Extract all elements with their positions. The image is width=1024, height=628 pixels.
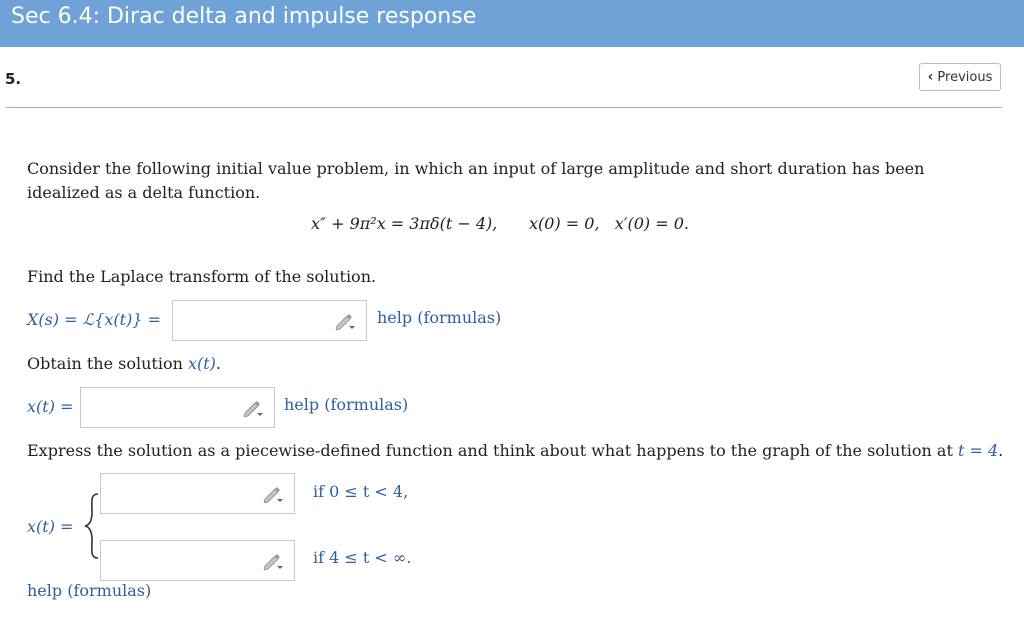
pencil-icon[interactable] [262, 552, 284, 570]
pencil-icon[interactable] [334, 312, 356, 330]
laplace-prompt: Find the Laplace transform of the solution. [27, 267, 377, 286]
pencil-icon[interactable] [242, 399, 264, 417]
solution-answer-field[interactable] [80, 387, 275, 428]
laplace-answer-field[interactable] [172, 300, 367, 341]
laplace-help-link[interactable]: help (formulas) [377, 308, 502, 327]
piece1-answer-field[interactable] [100, 473, 295, 514]
piecewise-prompt [27, 439, 1007, 463]
solution-prompt-end: . [215, 354, 221, 373]
previous-button[interactable] [919, 63, 1001, 91]
solution-label: x(t) = [27, 397, 74, 416]
previous-label: Previous [937, 69, 993, 85]
solution-prompt-math: x(t) [187, 354, 216, 373]
ode-equation: x″ + 9π²x = 3πδ(t − 4), [311, 214, 498, 233]
piece1-condition: if 0 ≤ t < 4, [313, 482, 409, 501]
problem-intro: Consider the following initial value problem, in which an input of large amplitude and short duration has been idealized as a delta function. [27, 159, 925, 202]
divider [5, 107, 1002, 108]
piece2-answer-field[interactable] [100, 540, 295, 581]
solution-help-link[interactable]: help (formulas) [284, 395, 409, 414]
chevron-left-icon: ‹ [927, 69, 934, 85]
laplace-label: X(s) = ℒ{x(t)} = [27, 310, 161, 329]
piecewise-prompt-text: Express the solution as a piecewise-defined function and think about what happens to the graph of the solution at [27, 441, 958, 460]
piecewise-label: x(t) = [27, 517, 74, 536]
piecewise-prompt-math: t = 4 [957, 441, 999, 460]
question-number: 5. [5, 70, 22, 88]
solution-prompt-text: Obtain the solution [27, 354, 188, 373]
solution-prompt [27, 352, 221, 376]
piecewise-prompt-end: . [998, 441, 1004, 460]
pencil-icon[interactable] [262, 485, 284, 503]
piecewise-help-link[interactable]: help (formulas) [27, 581, 152, 600]
initial-conditions: x(0) = 0, x′(0) = 0. [529, 214, 689, 233]
left-brace [82, 492, 102, 560]
section-title: Sec 6.4: Dirac delta and impulse response [11, 4, 477, 29]
piece2-condition: if 4 ≤ t < ∞. [313, 548, 412, 567]
page-header [0, 0, 1024, 47]
